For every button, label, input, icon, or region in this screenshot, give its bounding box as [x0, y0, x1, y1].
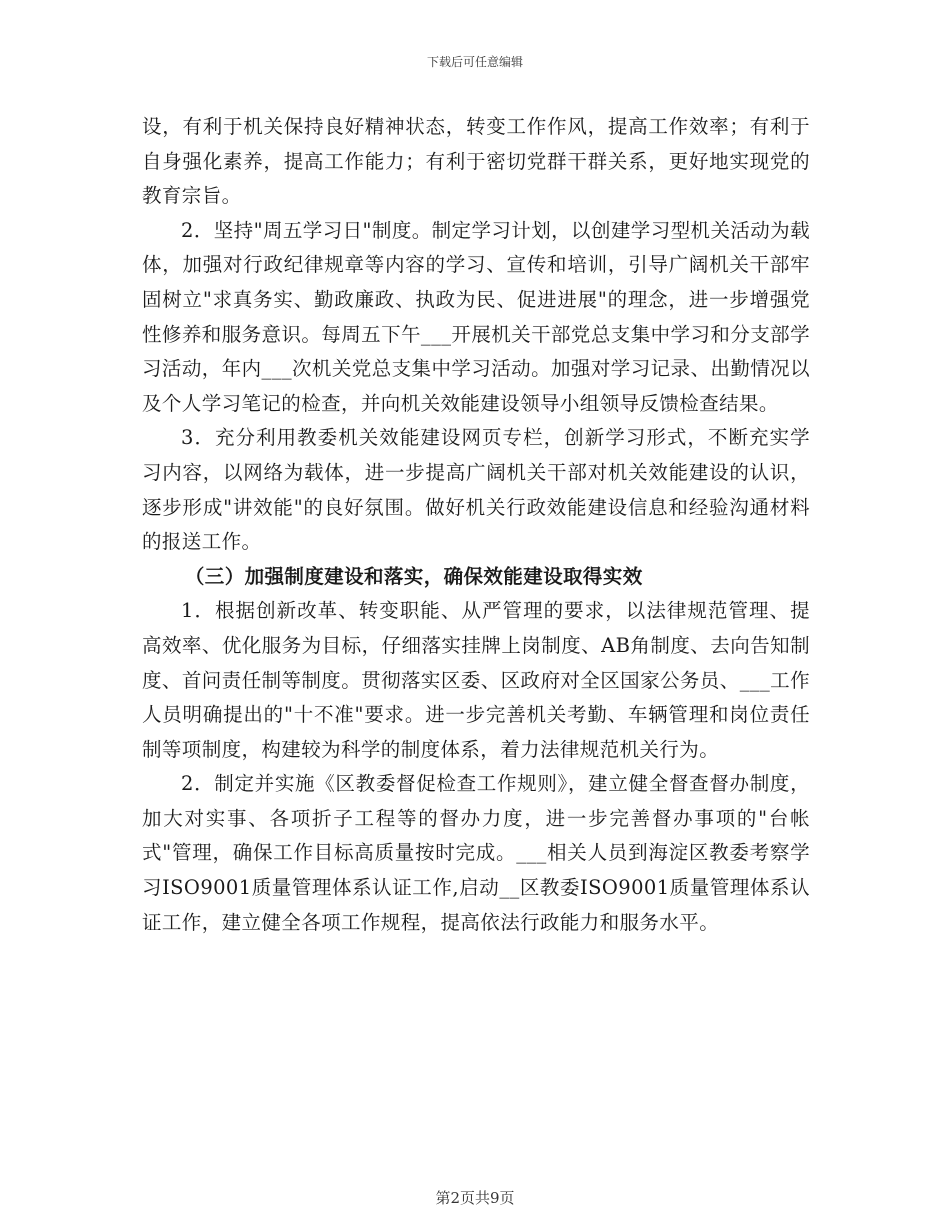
section-heading-three: （三）加强制度建设和落实，确保效能建设取得实效 [184, 564, 643, 588]
paragraph-item-3-web-column: 3．充分利用教委机关效能建设网页专栏，创新学习形式，不断充实学习内容，以网络为载体，进一步提高广阔机关干部对机关效能建设的认识，逐步形成"讲效能"的良好氛围。做好机关行政效能建设信息和经验沟通材料的报送工作。 [142, 426, 810, 554]
paragraph-continuation: 设，有利于机关保持良好精神状态，转变工作作风，提高工作效率；有利于自身强化素养，提高工作能力；有利于密切党群干群关系，更好地实现党的教育宗旨。 [142, 115, 810, 208]
document-body [142, 110, 810, 940]
paragraph-item-2-friday-study: 2．坚持"周五学习日"制度。制定学习计划，以创建学习型机关活动为载体，加强对行政纪律规章等内容的学习、宣传和培训，引导广阔机关干部牢固树立"求真务实、勤政廉政、执政为民、促进进展"的理念，进一步增强党性修养和服务意识。每周五下午___开展机关干部党总支集中学习和分支部学习活动，年内___次机关党总支集中学习活动。加强对学习记录、出勤情况以及个人学习笔记的检查，并向机关效能建设领导小组领导反馈检查结果。 [142, 218, 810, 415]
paragraph-item-1-rules: 1．根据创新改革、转变职能、从严管理的要求，以法律规范管理、提高效率、优化服务为目标，仔细落实挂牌上岗制度、AB角制度、去向告知制度、首问责任制等制度。贯彻落实区委、区政府对全区国家公务员、___工作人员明确提出的"十不准"要求。进一步完善机关考勤、车辆管理和岗位责任制等项制度，构建较为科学的制度体系，着力法律规范机关行为。 [142, 599, 810, 761]
paragraph-item-2-supervision: 2．制定并实施《区教委督促检查工作规则》，建立健全督查督办制度，加大对实事、各项折子工程等的督办力度，进一步完善督办事项的"台帐式"管理，确保工作目标高质量按时完成。___相关人员到海淀区教委考察学习ISO9001质量管理体系认证工作,启动__区教委ISO9001质量管理体系认证工作，建立健全各项工作规程，提高依法行政能力和服务水平。 [142, 772, 810, 934]
page-header: 下载后可任意编辑 [426, 55, 523, 69]
page-number: 第2页共9页 [435, 1189, 515, 1207]
